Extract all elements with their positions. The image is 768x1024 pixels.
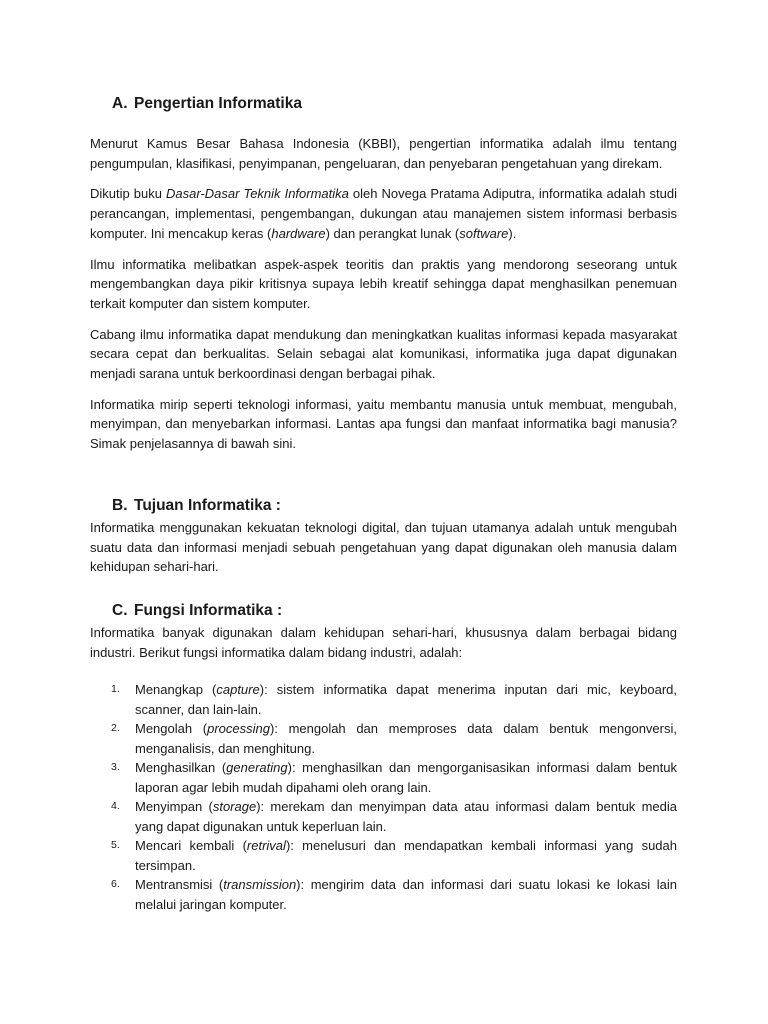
text-run: Mengolah ( <box>135 721 208 737</box>
italic-text: transmission <box>223 877 297 893</box>
function-list <box>90 680 677 914</box>
text-run: ). <box>508 225 517 241</box>
italic-text: generating <box>226 760 288 776</box>
list-item-text <box>135 760 677 795</box>
paragraph <box>90 325 677 384</box>
text-run: Menyimpan ( <box>135 799 213 815</box>
list-item <box>90 719 677 758</box>
text-run: ) dan perangkat lunak ( <box>325 225 460 241</box>
section-fungsi <box>90 599 677 914</box>
text-run: ): mengolah dan memproses data dalam bentuk mengonversi, menganalisis, dan menghitung. <box>135 721 677 756</box>
list-item <box>90 680 677 719</box>
text-run: Dikutip buku <box>90 186 166 202</box>
section-title: Fungsi Informatika : <box>134 601 283 619</box>
list-number: 5. <box>111 839 120 852</box>
italic-text: software <box>459 225 509 241</box>
text-run: Informatika mirip seperti teknologi informasi, yaitu membantu manusia untuk membuat, mengubah, menyimpan, dan menyebarkan informasi. Lantas apa fungsi dan manfaat informatika bagi manusia? Simak penjelasannya di bawah sini. <box>90 396 677 452</box>
list-number: 4. <box>111 800 120 813</box>
paragraph: Informatika banyak digunakan dalam kehidupan sehari-hari, khususnya dalam berbagai bidang industri. Berikut fungsi informatika dalam bidang industri, adalah: <box>90 624 677 660</box>
list-item-text <box>135 838 677 873</box>
italic-text: storage <box>212 799 257 815</box>
paragraph <box>90 255 677 314</box>
italic-text: processing <box>207 721 270 737</box>
list-item <box>90 797 677 836</box>
section-letter: C. <box>112 601 128 619</box>
document-body <box>90 92 677 914</box>
section-heading-a <box>90 92 677 116</box>
section-heading-b <box>90 494 677 518</box>
text-run: ): menelusuri dan mendapatkan kembali informasi yang sudah tersimpan. <box>135 838 678 873</box>
text-run: Cabang ilmu informatika dapat mendukung dan meningkatkan kualitas informasi kepada masyarakat secara cepat dan berkualitas. Selain sebagai alat komunikasi, informatika juga dapat digunakan menjadi sarana untuk berkoordinasi dengan berbagai pihak. <box>90 326 677 382</box>
text-run: Mencari kembali ( <box>135 838 247 854</box>
italic-text: capture <box>216 682 260 698</box>
text-run: ): mengirim data dan informasi dari suatu lokasi ke lokasi lain melalui jaringan komputer. <box>135 877 677 912</box>
list-item <box>90 758 677 797</box>
section-letter: B. <box>112 496 128 514</box>
paragraph <box>90 395 677 454</box>
paragraph <box>90 134 677 173</box>
list-item <box>90 836 677 875</box>
section-heading-c <box>90 599 677 623</box>
text-run: ): merekam dan menyimpan data atau informasi dalam bentuk media yang dapat digunakan untuk keperluan lain. <box>135 799 678 834</box>
text-run: Ilmu informatika melibatkan aspek-aspek teoritis dan praktis yang mendorong seseorang untuk mengembangkan daya pikir kritisnya supaya lebih kreatif sehingga dapat menghasilkan penemuan terkait komputer dan sistem komputer. <box>90 256 677 311</box>
section-tujuan <box>90 494 677 577</box>
section-title: Pengertian Informatika <box>134 95 302 112</box>
list-item-text <box>135 682 677 717</box>
list-item-text <box>135 877 677 912</box>
text-run: Menurut Kamus Besar Bahasa Indonesia (KBBI), pengertian informatika adalah ilmu tentang pengumpulan, klasifikasi, penyimpanan, pengeluaran, dan penyebaran pengetahuan yang direkam. <box>90 136 677 171</box>
text-run: Menghasilkan ( <box>135 760 227 776</box>
text-run: Mentransmisi ( <box>135 877 224 893</box>
section-letter: A. <box>112 95 128 112</box>
list-number: 6. <box>111 878 120 891</box>
text-run: oleh Novega Pratama Adiputra, informatika adalah studi perancangan, implementasi, pengembangan, dukungan atau manajemen sistem informasi berbasis komputer. Ini mencakup keras ( <box>90 186 677 241</box>
paragraph: Informatika menggunakan kekuatan teknologi digital, dan tujuan utamanya adalah untuk mengubah suatu data dan informasi menjadi sebuah pengetahuan yang dapat digunakan oleh manusia dalam kehidupan sehari-hari. <box>90 519 677 575</box>
section-pengertian <box>90 92 677 454</box>
list-item-text <box>135 721 677 756</box>
list-number: 3. <box>111 761 120 774</box>
text-run: Menangkap ( <box>135 682 217 698</box>
italic-text: Dasar-Dasar Teknik Informatika <box>165 186 349 202</box>
text-run: ): sistem informatika dapat menerima inputan dari mic, keyboard, scanner, dan lain-lain. <box>135 682 678 717</box>
list-number: 1. <box>111 683 120 696</box>
italic-text: hardware <box>271 225 326 241</box>
list-number: 2. <box>111 722 120 735</box>
text-run: ): menghasilkan dan mengorganisasikan informasi dalam bentuk laporan agar lebih mudah dipahami oleh orang lain. <box>135 760 677 795</box>
paragraph <box>90 184 677 243</box>
list-item <box>90 875 677 914</box>
italic-text: retrival <box>246 838 286 854</box>
list-item-text <box>135 799 677 834</box>
section-title: Tujuan Informatika : <box>134 496 281 514</box>
